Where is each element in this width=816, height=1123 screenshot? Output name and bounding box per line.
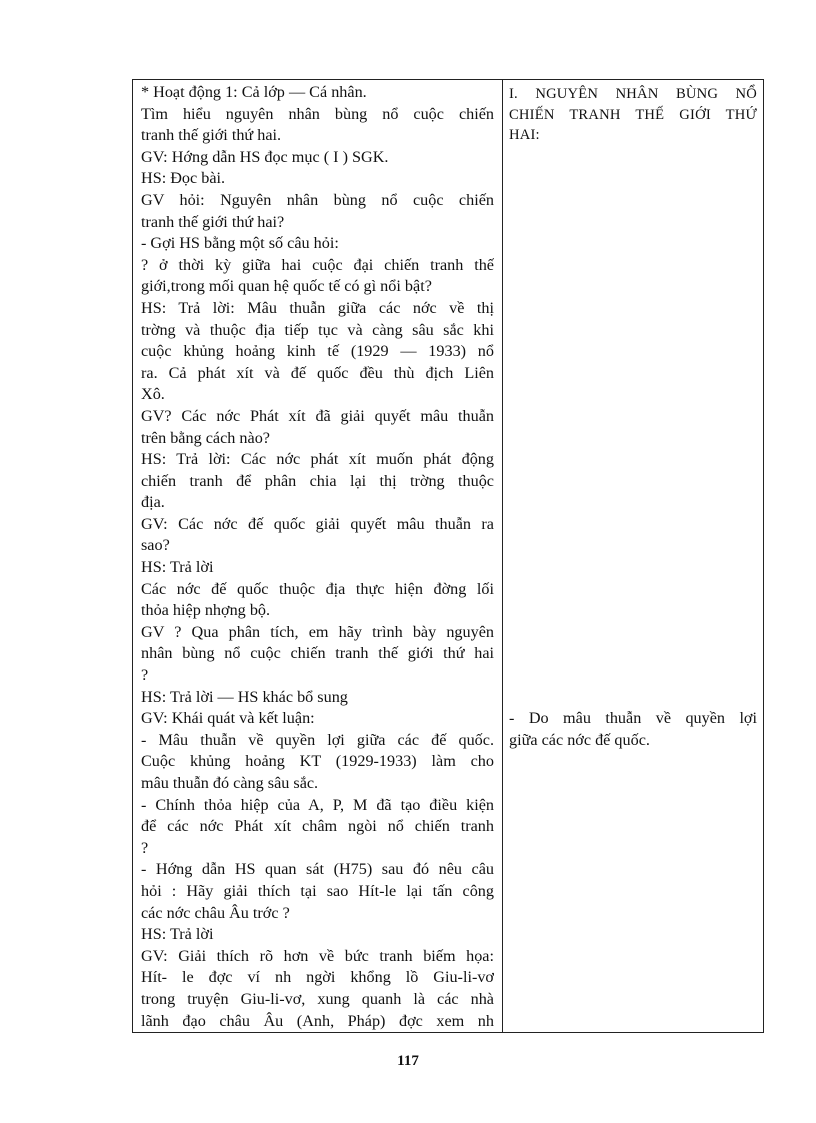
text-line: ? xyxy=(141,838,149,857)
text-line: trong truyện Giu-li-vơ, xung quanh là các nhà xyxy=(141,989,494,1008)
text-line: HS: Trả lời: Các nớc phát xít muốn phát động xyxy=(141,450,494,469)
text-line: HS: Đọc bài. xyxy=(141,169,226,188)
text-line: * Hoạt động 1: Cả lớp — Cá nhân. xyxy=(141,83,367,101)
text-line: HS: Trả lời: Mâu thuẫn giữa các nớc về thị xyxy=(141,298,494,317)
text-line: GV? Các nớc Phát xít đã giải quyết mâu thuẫn xyxy=(141,406,494,425)
text-line: - Chính thỏa hiệp của A, P, M đã tạo điều kiện xyxy=(141,795,494,814)
text-line: giữa các nớc đế quốc. xyxy=(509,730,650,749)
text-line: sao? xyxy=(141,536,170,555)
text-line: GV: Các nớc đế quốc giải quyết mâu thuẫn ra xyxy=(141,514,494,533)
text-line: để các nớc Phát xít châm ngòi nổ chiến tranh xyxy=(141,817,494,836)
text-line: CHIẾN TRANH THẾ GIỚI THỨ xyxy=(509,106,757,123)
activity-column xyxy=(133,80,503,1032)
text-line: giới,trong mối quan hệ quốc tế có gì nổi bật? xyxy=(141,277,432,296)
text-line: Hít- le đợc ví nh ngời khổng lồ Giu-li-vơ xyxy=(141,968,494,987)
text-line: HS: Trả lời — HS khác bổ sung xyxy=(141,687,348,706)
text-line: ? xyxy=(141,666,149,685)
text-line: GV: Giải thích rõ hơn về bức tranh biếm họa: xyxy=(141,946,494,965)
text-line: mâu thuẫn đó càng sâu sắc. xyxy=(141,774,319,792)
text-line: nhân bùng nổ cuộc chiến tranh thế giới thứ hai xyxy=(141,644,494,663)
text-line: chiến tranh để phân chia lại thị trờng thuộc xyxy=(141,471,494,490)
content-column xyxy=(503,80,763,1032)
text-line: các nớc châu Âu trớc ? xyxy=(141,903,290,922)
text-line: - Do mâu thuẫn về quyền lợi xyxy=(509,709,757,727)
text-line: GV ? Qua phân tích, em hãy trình bày nguyên xyxy=(141,622,494,641)
section-heading xyxy=(509,84,757,146)
text-line: cuộc khủng hoảng kinh tế (1929 — 1933) nổ xyxy=(141,342,494,361)
text-line: HAI: xyxy=(509,127,540,143)
text-line: - Gợi HS bằng một số câu hỏi: xyxy=(141,234,339,253)
text-line: địa. xyxy=(141,493,165,512)
text-line: GV: Hớng dẫn HS đọc mục ( I ) SGK. xyxy=(141,147,389,166)
text-line: GV: Khái quát và kết luận: xyxy=(141,709,315,728)
text-line: Tìm hiểu nguyên nhân bùng nổ cuộc chiến xyxy=(141,104,494,123)
lesson-table xyxy=(132,79,764,1033)
text-line: thỏa hiệp nhợng bộ. xyxy=(141,601,271,620)
text-line: tranh thế giới thứ hai? xyxy=(141,212,285,231)
text-line: Cuộc khủng hoảng KT (1929-1933) làm cho xyxy=(141,752,494,771)
text-line: Xô. xyxy=(141,385,165,404)
text-line: HS: Trả lời xyxy=(141,925,214,944)
text-line: - Mâu thuẫn về quyền lợi giữa các đế quốc. xyxy=(141,730,494,749)
text-line: I. NGUYÊN NHÂN BÙNG NỔ xyxy=(509,86,757,102)
text-line: hỏi : Hãy giải thích tại sao Hít-le lại tấn công xyxy=(141,881,494,900)
text-line: trờng và thuộc địa tiếp tục và càng sâu sắc khi xyxy=(141,320,494,339)
text-line: ? ở thời kỳ giữa hai cuộc đại chiến tranh thế xyxy=(141,255,494,274)
text-line: GV hỏi: Nguyên nhân bùng nổ cuộc chiến xyxy=(141,190,494,209)
text-line: tranh thế giới thứ hai. xyxy=(141,126,282,145)
text-line: lãnh đạo châu Âu (Anh, Pháp) đợc xem nh xyxy=(141,1011,494,1030)
section-note xyxy=(509,708,757,751)
text-line: HS: Trả lời xyxy=(141,558,214,577)
text-line: ra. Cả phát xít và đế quốc đều thù địch Liên xyxy=(141,363,494,382)
text-line: - Hớng dẫn HS quan sát (H75) sau đó nêu câu xyxy=(141,860,494,879)
text-line: Các nớc đế quốc thuộc địa thực hiện đờng lối xyxy=(141,579,494,598)
text-line: trên bằng cách nào? xyxy=(141,428,270,447)
page-number: 117 xyxy=(397,1053,419,1069)
